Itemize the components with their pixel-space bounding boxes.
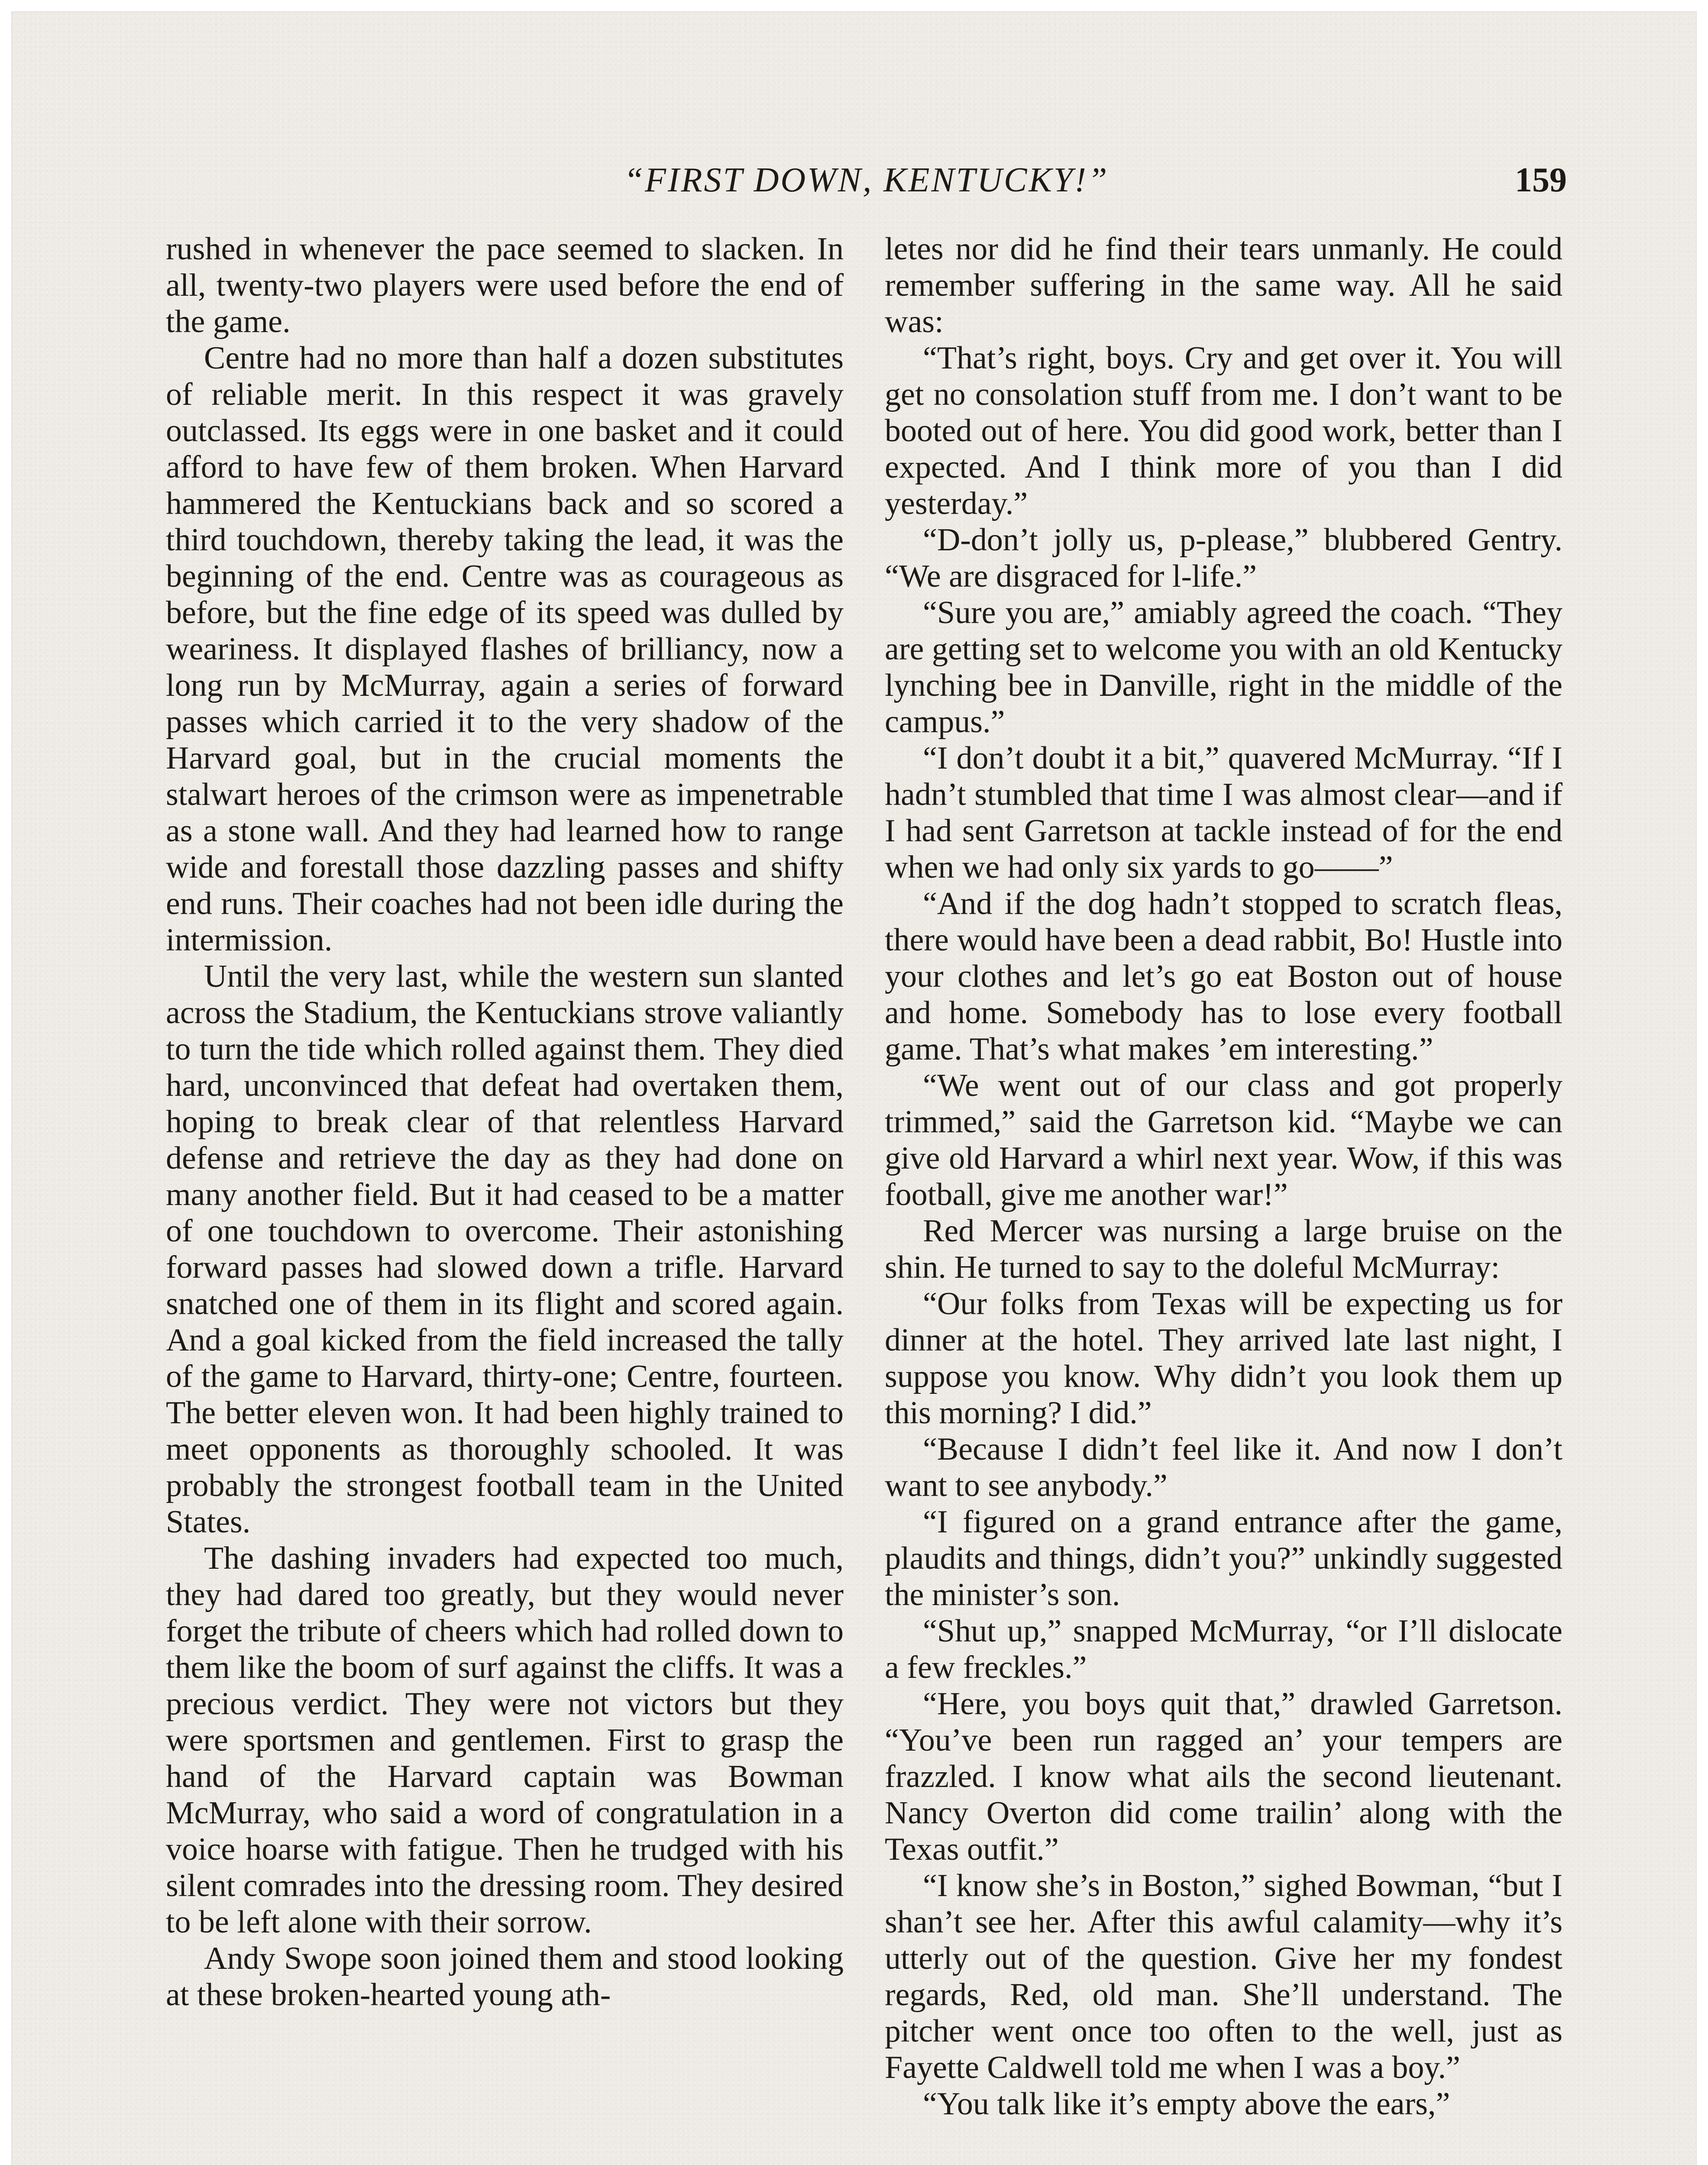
paragraph: Red Mercer was nursing a large bruise on the shin. He turned to say to the doleful McMurray: [885, 1213, 1562, 1285]
paragraph: The dashing invaders had expected too much, they had dared too greatly, but they would never forget the tribute of cheers which had rolled down to them like the boom of surf against the cliffs. It was a precious verdict. They were not victors but they were sportsmen and gentlemen. First to grasp the hand of the Harvard captain was Bowman McMurray, who said a word of congratulation in a voice hoarse with fatigue. Then he trudged with his silent comrades into the dressing room. They desired to be left alone with their sorrow. [166, 1541, 844, 1940]
paragraph: “Sure you are,” amiably agreed the coach. “They are getting set to welcome you with an old Kentucky lynching bee in Danville, right in the middle of the campus.” [885, 595, 1562, 740]
paragraph: “That’s right, boys. Cry and get over it. You will get no consolation stuff from me. I don’t want to be booted out of here. You did good work, better than I expected. And I think more of you than I did yesterday.” [885, 340, 1562, 521]
paragraph: “D-don’t jolly us, p-please,” blubbered Gentry. “We are disgraced for l-life.” [885, 522, 1562, 594]
paragraph: letes nor did he find their tears unmanly. He could remember suffering in the same way. All he said was: [885, 231, 1562, 339]
paragraph: Centre had no more than half a dozen substitutes of reliable merit. In this respect it was gravely outclassed. Its eggs were in one basket and it could afford to have few of them broken. When Harvard hammered the Kentuckians back and so scored a third touchdown, thereby taking the lead, it was the beginning of the end. Centre was as courageous as before, but the fine edge of its speed was dulled by weariness. It displayed flashes of brilliancy, now a long run by McMurray, again a series of forward passes which carried it to the very shadow of the Harvard goal, but in the crucial moments the stalwart heroes of the crimson were as impenetrable as a stone wall. And they had learned how to range wide and forestall those dazzling passes and shifty end runs. Their coaches had not been idle during the intermission. [166, 340, 844, 958]
paragraph: rushed in whenever the pace seemed to slacken. In all, twenty-two players were used before the end of the game. [166, 231, 844, 339]
paragraph: “Here, you boys quit that,” drawled Garretson. “You’ve been run ragged an’ your tempers are frazzled. I know what ails the second lieutenant. Nancy Overton did come trailin’ along with the Texas outfit.” [885, 1686, 1562, 1867]
page-number: 159 [1515, 161, 1567, 199]
left-column [166, 231, 844, 2013]
paragraph: Andy Swope soon joined them and stood looking at these broken-hearted young ath- [166, 1941, 844, 2013]
paragraph: “You talk like it’s empty above the ears,” [923, 2086, 1450, 2122]
paragraph: “We went out of our class and got properly trimmed,” said the Garretson kid. “Maybe we can give old Harvard a whirl next year. Wow, if this was football, give me another war!” [885, 1068, 1562, 1212]
paragraph: Until the very last, while the western sun slanted across the Stadium, the Kentuckians strove valiantly to turn the tide which rolled against them. They died hard, unconvinced that defeat had overtaken them, hoping to break clear of that relentless Harvard defense and retrieve the day as they had done on many another field. But it had ceased to be a matter of one touchdown to overcome. Their astonishing forward passes had slowed down a trifle. Harvard snatched one of them in its flight and scored again. And a goal kicked from the field increased the tally of the game to Harvard, thirty-one; Centre, fourteen. The better eleven won. It had been highly trained to meet opponents as thoroughly schooled. It was probably the strongest football team in the United States. [166, 959, 844, 1540]
paragraph: “I figured on a grand entrance after the game, plaudits and things, didn’t you?” unkindly suggested the minister’s son. [885, 1504, 1562, 1612]
paragraph: “And if the dog hadn’t stopped to scratch fleas, there would have been a dead rabbit, Bo! Hustle into your clothes and let’s go eat Boston out of house and home. Somebody has to lose every football game. That’s what makes ’em interesting.” [885, 886, 1562, 1067]
paragraph: “I don’t doubt it a bit,” quavered McMurray. “If I hadn’t stumbled that time I was almost clear—and if I had sent Garretson at tackle instead of for the end when we had only six yards to go——” [885, 740, 1562, 885]
paragraph: “I know she’s in Boston,” sighed Bowman, “but I shan’t see her. After this awful calamity—why it’s utterly out of the question. Give her my fondest regards, Red, old man. She’ll understand. The pitcher went once too often to the well, just as Fayette Caldwell told me when I was a boy.” [885, 1868, 1562, 2085]
paragraph: “Shut up,” snapped McMurray, “or I’ll dislocate a few freckles.” [885, 1613, 1562, 1685]
running-title: “FIRST DOWN, KENTUCKY!” [624, 161, 1109, 199]
right-column [885, 231, 1562, 2122]
book-page [12, 12, 1696, 2165]
paragraph: “Our folks from Texas will be expecting us for dinner at the hotel. They arrived late last night, I suppose you know. Why didn’t you look them up this morning? I did.” [885, 1286, 1562, 1431]
paragraph: “Because I didn’t feel like it. And now I don’t want to see anybody.” [885, 1431, 1562, 1503]
page-header [166, 154, 1567, 206]
